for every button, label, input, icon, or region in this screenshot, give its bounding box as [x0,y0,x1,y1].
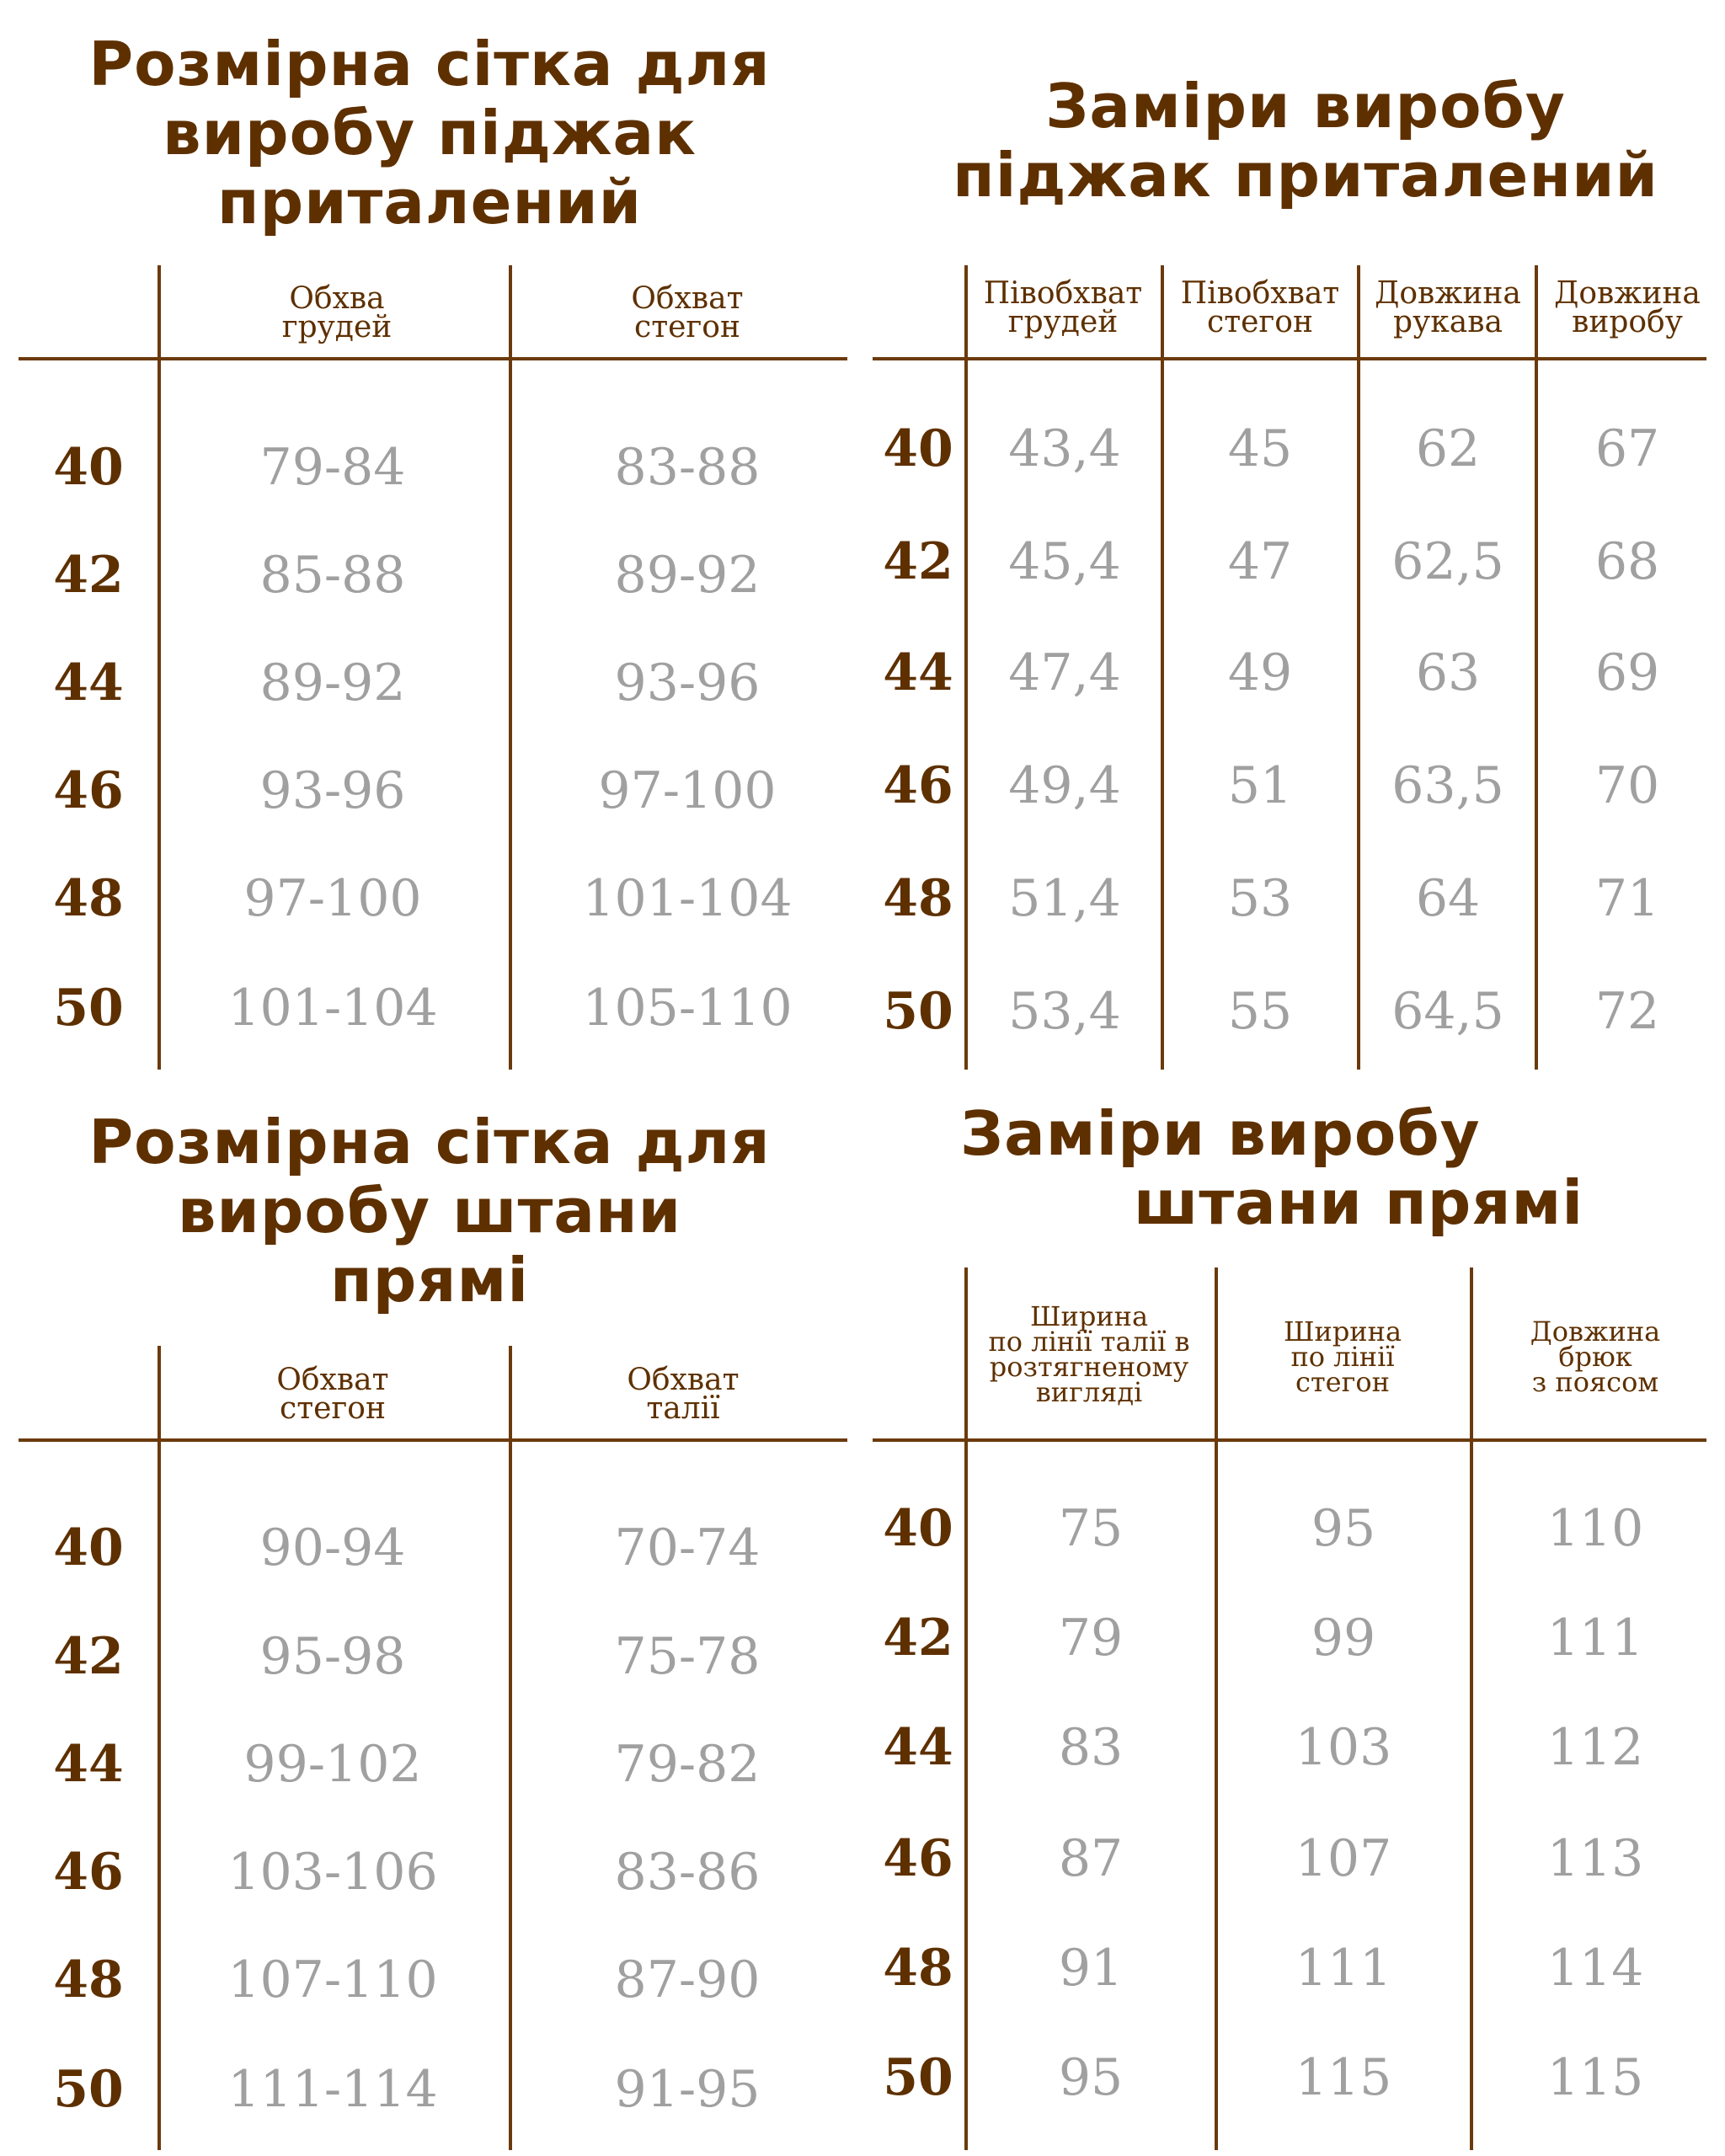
table-cell: 91-95 [614,2060,761,2119]
size-label: 44 [883,1718,953,1777]
table-cell: 79-84 [259,438,406,497]
table-cell: 111 [1546,1609,1644,1668]
table-cell: 90-94 [259,1518,406,1577]
table-cell: 103-106 [227,1843,438,1902]
table-cell: 45,4 [1008,532,1121,591]
table-cell: 89-92 [614,546,761,605]
pants-size-chart-title: Розмірна сітка для виробу штани прямі [88,1107,771,1315]
size-label: 42 [53,1627,124,1686]
size-label: 40 [53,438,124,497]
table-cell: 95-98 [259,1627,406,1686]
table-cell: 63,5 [1391,756,1504,815]
size-label: 44 [53,1735,124,1794]
table-cell: 62,5 [1391,532,1504,591]
table-cell: 93-96 [259,761,406,820]
table-cell: 51 [1227,756,1293,815]
column-header: Обхват стегон [631,281,744,344]
column-header: Обхват стегон [276,1363,389,1426]
size-label: 50 [53,2060,124,2119]
column-header: Обхват талії [627,1363,740,1426]
table-cell: 83-88 [614,438,761,497]
column-divider [1470,1267,1473,2150]
table-cell: 97-100 [598,761,777,820]
size-label: 50 [883,982,953,1041]
column-divider [1215,1267,1218,2150]
table-cell: 72 [1594,982,1660,1041]
jacket-size-chart-title: Розмірна сітка для виробу піджак приталений [88,29,771,237]
table-cell: 75 [1058,1499,1124,1558]
table-cell: 69 [1594,643,1660,702]
table-cell: 87 [1058,1829,1124,1888]
size-label: 50 [883,2048,953,2107]
table-cell: 64 [1415,869,1481,928]
table-divider [19,357,847,360]
column-header: Довжина виробу [1554,276,1701,339]
table-cell: 85-88 [259,546,406,605]
table-cell: 45 [1227,419,1293,478]
table-cell: 43,4 [1008,419,1121,478]
table-cell: 97-100 [243,869,422,928]
table-cell: 64,5 [1391,982,1504,1041]
table-cell: 103 [1295,1718,1392,1777]
table-cell: 79-82 [614,1735,761,1794]
jacket-measurements-title: Заміри виробу піджак приталений [952,71,1658,211]
table-cell: 47 [1227,532,1293,591]
size-label: 48 [53,1951,124,2009]
size-label: 48 [883,1939,953,1998]
size-label: 42 [53,546,124,605]
size-label: 46 [53,1843,124,1902]
table-cell: 113 [1546,1829,1644,1888]
table-cell: 47,4 [1008,643,1121,702]
column-header: Ширина по лінії талії в розтягненому вигляді [988,1300,1190,1408]
table-cell: 75-78 [614,1627,761,1686]
table-cell: 99 [1311,1609,1376,1668]
size-label: 42 [883,532,953,591]
table-cell: 62 [1415,419,1481,478]
table-cell: 111-114 [227,2060,438,2119]
size-label: 46 [883,756,953,815]
table-cell: 51,4 [1008,869,1121,928]
column-header: Ширина по лінії стегон [1283,1315,1402,1398]
column-header: Обхва грудей [281,281,393,344]
table-cell: 105-110 [582,979,793,1038]
table-cell: 49 [1227,643,1293,702]
size-label: 46 [883,1829,953,1888]
table-cell: 99-102 [243,1735,422,1794]
table-cell: 63 [1415,643,1481,702]
table-divider [19,1438,847,1442]
table-cell: 93-96 [614,654,761,712]
table-divider [873,357,1706,360]
table-cell: 83 [1058,1718,1124,1777]
table-cell: 91 [1058,1939,1124,1998]
table-cell: 95 [1058,2048,1124,2107]
table-cell: 101-104 [582,869,793,928]
size-label: 48 [883,869,953,928]
table-cell: 112 [1546,1718,1644,1777]
table-cell: 101-104 [227,979,438,1038]
size-label: 46 [53,761,124,820]
size-label: 42 [883,1609,953,1668]
table-cell: 68 [1594,532,1660,591]
column-divider [964,265,968,1070]
table-cell: 115 [1295,2048,1392,2107]
size-label: 44 [883,643,953,702]
table-divider [873,1438,1706,1442]
table-cell: 115 [1546,2048,1644,2107]
table-cell: 53,4 [1008,982,1121,1041]
table-cell: 83-86 [614,1843,761,1902]
table-cell: 70-74 [614,1518,761,1577]
size-label: 50 [53,979,124,1038]
table-cell: 107-110 [227,1951,438,2009]
size-label: 40 [53,1518,124,1577]
table-cell: 70 [1594,756,1660,815]
column-header: Довжина брюк з поясом [1530,1315,1661,1398]
table-cell: 55 [1227,982,1293,1041]
table-cell: 95 [1311,1499,1376,1558]
table-cell: 89-92 [259,654,406,712]
table-cell: 87-90 [614,1951,761,2009]
size-label: 44 [53,654,124,712]
column-divider [964,1267,968,2150]
column-header: Півобхват грудей [983,276,1143,339]
size-label: 40 [883,419,953,478]
column-header: Довжина рукава [1375,276,1521,339]
table-cell: 110 [1546,1499,1644,1558]
table-cell: 114 [1546,1939,1644,1998]
table-cell: 71 [1594,869,1660,928]
pants-measurements-title: Заміри виробу штани прямі [960,1098,1583,1238]
table-cell: 67 [1594,419,1660,478]
size-label: 48 [53,869,124,928]
size-label: 40 [883,1499,953,1558]
table-cell: 79 [1058,1609,1124,1668]
column-header: Півобхват стегон [1180,276,1340,339]
table-cell: 53 [1227,869,1293,928]
table-cell: 49,4 [1008,756,1121,815]
table-cell: 107 [1295,1829,1392,1888]
table-cell: 111 [1295,1939,1392,1998]
